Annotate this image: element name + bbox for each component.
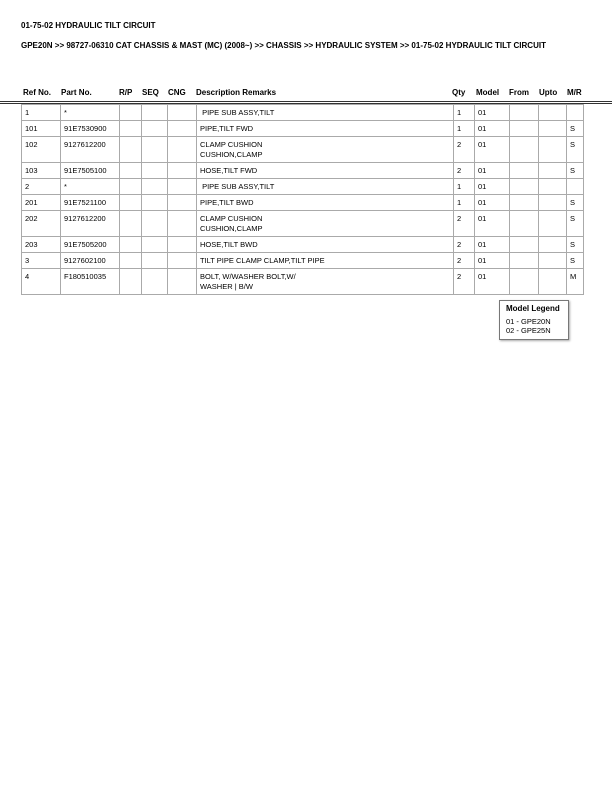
cell-from <box>510 179 539 195</box>
cell-desc: BOLT, W/WASHER BOLT,W/ WASHER | B/W <box>197 269 454 295</box>
cell-seq <box>142 269 168 295</box>
cell-from <box>510 121 539 137</box>
cell-part: F180510035 <box>61 269 120 295</box>
cell-part: 9127612200 <box>61 137 120 163</box>
cell-desc: CLAMP CUSHION CUSHION,CLAMP <box>197 137 454 163</box>
header-upto: Upto <box>539 88 558 97</box>
cell-upto <box>539 121 567 137</box>
cell-desc: PIPE SUB ASSY,TILT <box>197 105 454 121</box>
header-ref: Ref No. <box>23 88 51 97</box>
cell-seq <box>142 237 168 253</box>
cell-mr: S <box>567 121 584 137</box>
table-row <box>22 253 584 269</box>
cell-ref: 201 <box>22 195 61 211</box>
cell-qty: 2 <box>454 269 475 295</box>
cell-desc: HOSE,TILT BWD <box>197 237 454 253</box>
table-row <box>22 237 584 253</box>
table-row <box>22 179 584 195</box>
cell-rp <box>120 179 142 195</box>
header-model: Model <box>476 88 500 97</box>
cell-model: 01 <box>475 179 510 195</box>
cell-upto <box>539 105 567 121</box>
cell-ref: 203 <box>22 237 61 253</box>
cell-seq <box>142 121 168 137</box>
cell-ref: 101 <box>22 121 61 137</box>
header-part: Part No. <box>61 88 92 97</box>
cell-cng <box>168 211 197 237</box>
cell-model: 01 <box>475 121 510 137</box>
cell-cng <box>168 137 197 163</box>
cell-cng <box>168 105 197 121</box>
cell-mr: S <box>567 237 584 253</box>
cell-from <box>510 211 539 237</box>
legend-item: 02 - GPE25N <box>506 326 551 335</box>
cell-cng <box>168 195 197 211</box>
cell-seq <box>142 137 168 163</box>
cell-qty: 2 <box>454 237 475 253</box>
cell-qty: 1 <box>454 195 475 211</box>
cell-seq <box>142 211 168 237</box>
cell-upto <box>539 179 567 195</box>
table-row <box>22 105 584 121</box>
cell-model: 01 <box>475 137 510 163</box>
cell-part: 91E7505200 <box>61 237 120 253</box>
cell-mr: M <box>567 269 584 295</box>
cell-qty: 2 <box>454 163 475 179</box>
table-row <box>22 211 584 237</box>
cell-ref: 202 <box>22 211 61 237</box>
cell-desc: PIPE,TILT FWD <box>197 121 454 137</box>
cell-ref: 3 <box>22 253 61 269</box>
cell-desc: PIPE SUB ASSY,TILT <box>197 179 454 195</box>
cell-part: 91E7505100 <box>61 163 120 179</box>
legend-item: 01 - GPE20N <box>506 316 551 326</box>
cell-mr: S <box>567 195 584 211</box>
cell-model: 01 <box>475 269 510 295</box>
cell-part: * <box>61 179 120 195</box>
cell-cng <box>168 269 197 295</box>
cell-rp <box>120 137 142 163</box>
cell-model: 01 <box>475 237 510 253</box>
header-rp: R/P <box>119 88 133 97</box>
cell-seq <box>142 179 168 195</box>
cell-cng <box>168 253 197 269</box>
cell-seq <box>142 163 168 179</box>
cell-part: 91E7530900 <box>61 121 120 137</box>
cell-rp <box>120 237 142 253</box>
header-desc: Description Remarks <box>196 88 277 97</box>
cell-desc: PIPE,TILT BWD <box>197 195 454 211</box>
cell-rp <box>120 269 142 295</box>
cell-cng <box>168 179 197 195</box>
cell-ref: 102 <box>22 137 61 163</box>
breadcrumb: GPE20N >> 98727-06310 CAT CHASSIS & MAST (MC) (2008~) >> CHASSIS >> HYDRAULIC SYSTEM >> 01-75-02 HYDRAULIC TILT CIRCUIT <box>21 41 546 50</box>
cell-model: 01 <box>475 211 510 237</box>
cell-mr: S <box>567 211 584 237</box>
table-header <box>21 88 591 100</box>
cell-qty: 1 <box>454 121 475 137</box>
cell-qty: 1 <box>454 179 475 195</box>
cell-ref: 2 <box>22 179 61 195</box>
cell-rp <box>120 163 142 179</box>
cell-ref: 4 <box>22 269 61 295</box>
header-cng: CNG <box>168 88 186 97</box>
cell-from <box>510 163 539 179</box>
cell-qty: 1 <box>454 105 475 121</box>
cell-upto <box>539 269 567 295</box>
cell-desc: HOSE,TILT FWD <box>197 163 454 179</box>
cell-upto <box>539 195 567 211</box>
header-mr: M/R <box>567 88 582 97</box>
cell-model: 01 <box>475 105 510 121</box>
cell-cng <box>168 237 197 253</box>
cell-model: 01 <box>475 253 510 269</box>
cell-rp <box>120 253 142 269</box>
cell-mr: S <box>567 163 584 179</box>
cell-qty: 2 <box>454 137 475 163</box>
cell-from <box>510 237 539 253</box>
cell-seq <box>142 253 168 269</box>
cell-rp <box>120 211 142 237</box>
cell-seq <box>142 105 168 121</box>
cell-upto <box>539 137 567 163</box>
parts-table <box>21 104 584 295</box>
cell-mr: S <box>567 253 584 269</box>
cell-from <box>510 269 539 295</box>
cell-part: 91E7521100 <box>61 195 120 211</box>
cell-desc: TILT PIPE CLAMP CLAMP,TILT PIPE <box>197 253 454 269</box>
cell-part: 9127612200 <box>61 211 120 237</box>
cell-ref: 103 <box>22 163 61 179</box>
cell-mr: S <box>567 137 584 163</box>
table-row <box>22 121 584 137</box>
cell-from <box>510 195 539 211</box>
cell-part: 9127602100 <box>61 253 120 269</box>
cell-model: 01 <box>475 195 510 211</box>
header-seq: SEQ <box>142 88 159 97</box>
cell-upto <box>539 211 567 237</box>
cell-upto <box>539 163 567 179</box>
cell-model: 01 <box>475 163 510 179</box>
cell-desc: CLAMP CUSHION CUSHION,CLAMP <box>197 211 454 237</box>
cell-qty: 2 <box>454 211 475 237</box>
cell-rp <box>120 195 142 211</box>
model-legend <box>499 300 569 340</box>
cell-rp <box>120 121 142 137</box>
cell-upto <box>539 253 567 269</box>
table-row <box>22 137 584 163</box>
page-title: 01-75-02 HYDRAULIC TILT CIRCUIT <box>21 21 156 30</box>
cell-from <box>510 105 539 121</box>
cell-from <box>510 137 539 163</box>
cell-mr <box>567 179 584 195</box>
legend-title: Model Legend <box>506 304 560 313</box>
cell-ref: 1 <box>22 105 61 121</box>
cell-cng <box>168 121 197 137</box>
cell-part: * <box>61 105 120 121</box>
cell-mr <box>567 105 584 121</box>
cell-upto <box>539 237 567 253</box>
header-qty: Qty <box>452 88 466 97</box>
cell-seq <box>142 195 168 211</box>
table-row <box>22 195 584 211</box>
table-row <box>22 163 584 179</box>
cell-rp <box>120 105 142 121</box>
table-row <box>22 269 584 295</box>
cell-from <box>510 253 539 269</box>
header-from: From <box>509 88 529 97</box>
cell-cng <box>168 163 197 179</box>
cell-qty: 2 <box>454 253 475 269</box>
